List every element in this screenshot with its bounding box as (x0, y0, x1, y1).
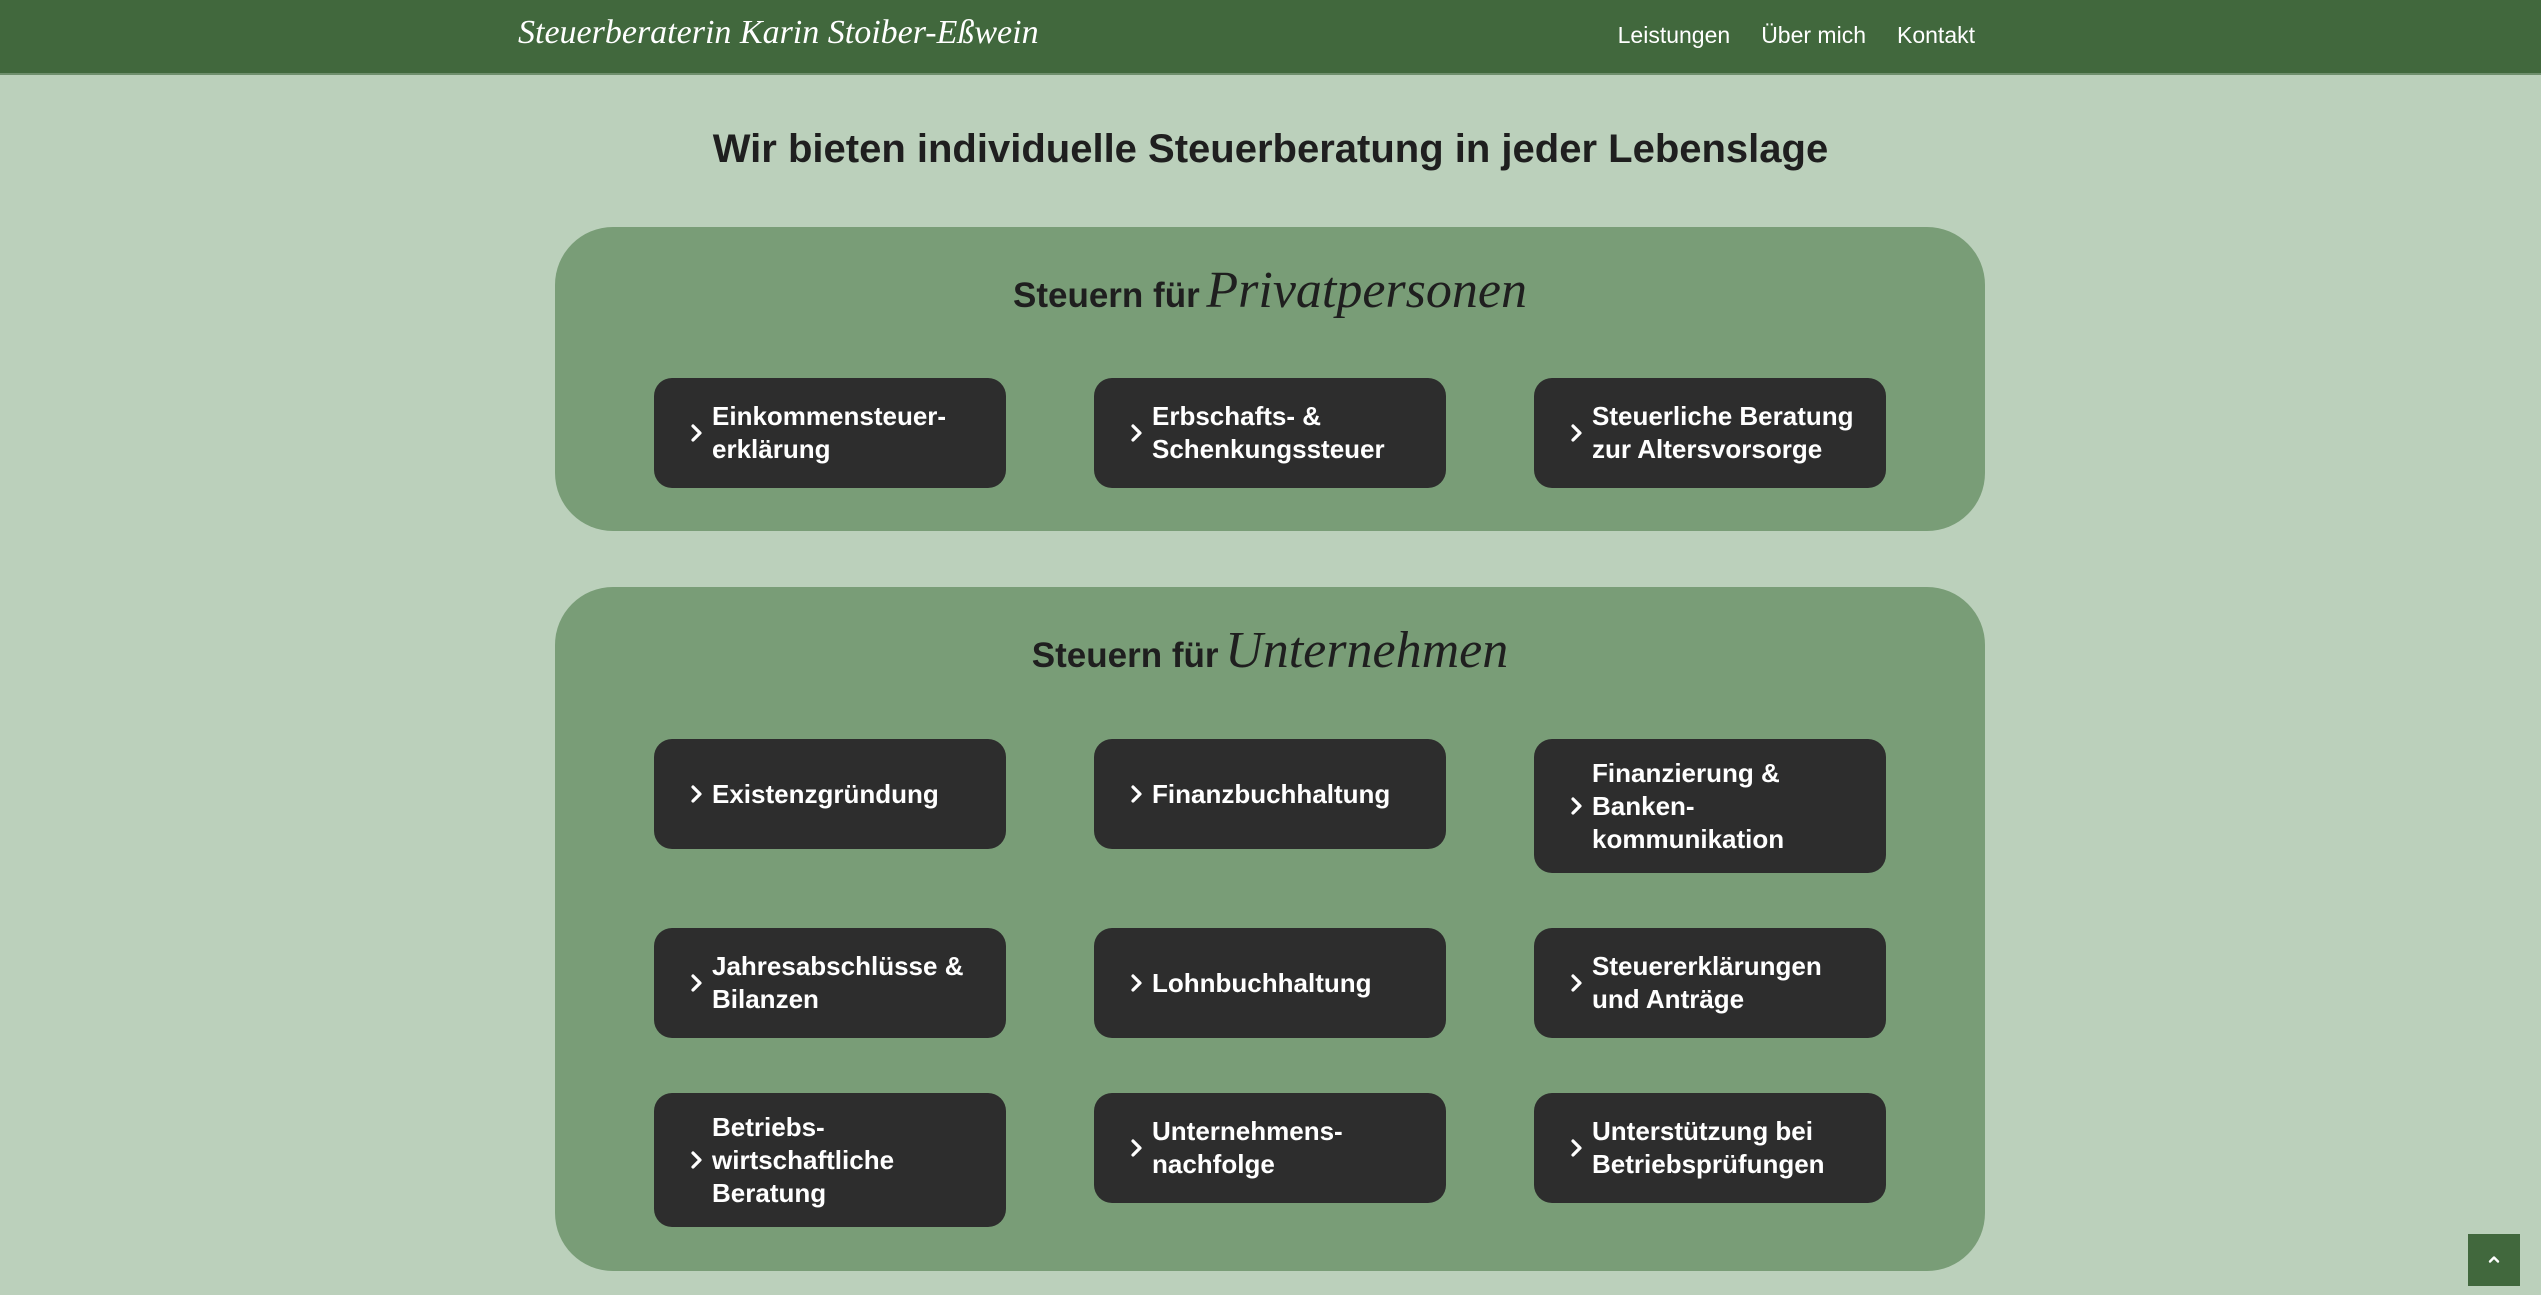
service-card-erbschaftssteuer[interactable] (1094, 378, 1446, 488)
service-card-label: Erbschafts- & Schenkungssteuer (1152, 401, 1385, 464)
chevron-right-icon (690, 1151, 712, 1169)
chevron-right-icon (1570, 974, 1592, 992)
chevron-right-icon (1570, 1139, 1592, 1157)
section-unternehmen (555, 587, 1985, 1271)
service-card-label: Unternehmens- nachfolge (1152, 1116, 1343, 1179)
nav-link-ueber-mich[interactable]: Über mich (1761, 22, 1866, 48)
section-heading-prefix: Steuern für (1013, 276, 1200, 315)
service-card-label: Steuererklärungen und Anträge (1592, 951, 1822, 1014)
section-heading-script: Unternehmen (1225, 622, 1509, 679)
service-card-label: Betriebs- wirtschaftliche Beratung (712, 1111, 895, 1208)
main-nav (1618, 22, 1975, 49)
service-card-steuererklaerungen[interactable] (1534, 928, 1886, 1038)
service-card-altersvorsorge[interactable] (1534, 378, 1886, 488)
service-card-betriebspruefungen[interactable] (1534, 1093, 1886, 1203)
service-card-label: Finanzbuchhaltung (1152, 778, 1391, 809)
chevron-right-icon (1130, 1139, 1152, 1157)
back-to-top-button[interactable] (2468, 1234, 2520, 1286)
service-card-label: Unterstützung bei Betriebsprüfungen (1592, 1116, 1825, 1179)
chevron-right-icon (1130, 785, 1152, 803)
service-card-einkommensteuererklaerung[interactable] (654, 378, 1006, 488)
chevron-right-icon (1570, 797, 1592, 815)
nav-link-kontakt[interactable]: Kontakt (1897, 22, 1975, 48)
page-title: Wir bieten individuelle Steuerberatung in jeder Lebenslage (712, 127, 1829, 171)
service-card-finanzierung[interactable] (1534, 739, 1886, 873)
service-card-label: Steuerliche Beratung zur Altersvorsorge (1592, 401, 1854, 464)
service-card-lohnbuchhaltung[interactable] (1094, 928, 1446, 1038)
section-heading-unternehmen (555, 621, 1985, 680)
service-card-unternehmensnachfolge[interactable] (1094, 1093, 1446, 1203)
section-privatpersonen (555, 227, 1985, 531)
service-card-label: Finanzierung & Banken- kommunikation (1592, 757, 1785, 854)
service-card-label: Lohnbuchhaltung (1152, 967, 1372, 998)
service-card-label: Existenzgründung (712, 778, 939, 809)
service-card-existenzgruendung[interactable] (654, 739, 1006, 849)
chevron-right-icon (1130, 424, 1152, 442)
service-card-betriebswirtschaftliche-beratung[interactable] (654, 1093, 1006, 1227)
nav-link-leistungen[interactable]: Leistungen (1617, 22, 1731, 48)
section-heading-script: Privatpersonen (1206, 262, 1527, 319)
site-header (0, 0, 2541, 75)
chevron-right-icon (690, 424, 712, 442)
service-card-jahresabschluesse[interactable] (654, 928, 1006, 1038)
chevron-right-icon (690, 974, 712, 992)
service-card-label: Einkommensteuer- erklärung (712, 401, 947, 464)
brand-logo-link[interactable]: Steuerberaterin Karin Stoiber-Eßwein (518, 14, 1039, 51)
service-card-finanzbuchhaltung[interactable] (1094, 739, 1446, 849)
chevron-right-icon (1570, 424, 1592, 442)
chevron-up-icon (2487, 1251, 2501, 1269)
service-card-label: Jahresabschlüsse & Bilanzen (712, 951, 964, 1014)
chevron-right-icon (690, 785, 712, 803)
section-heading-privatpersonen (555, 261, 1985, 320)
section-heading-prefix: Steuern für (1031, 636, 1219, 675)
chevron-right-icon (1130, 974, 1152, 992)
